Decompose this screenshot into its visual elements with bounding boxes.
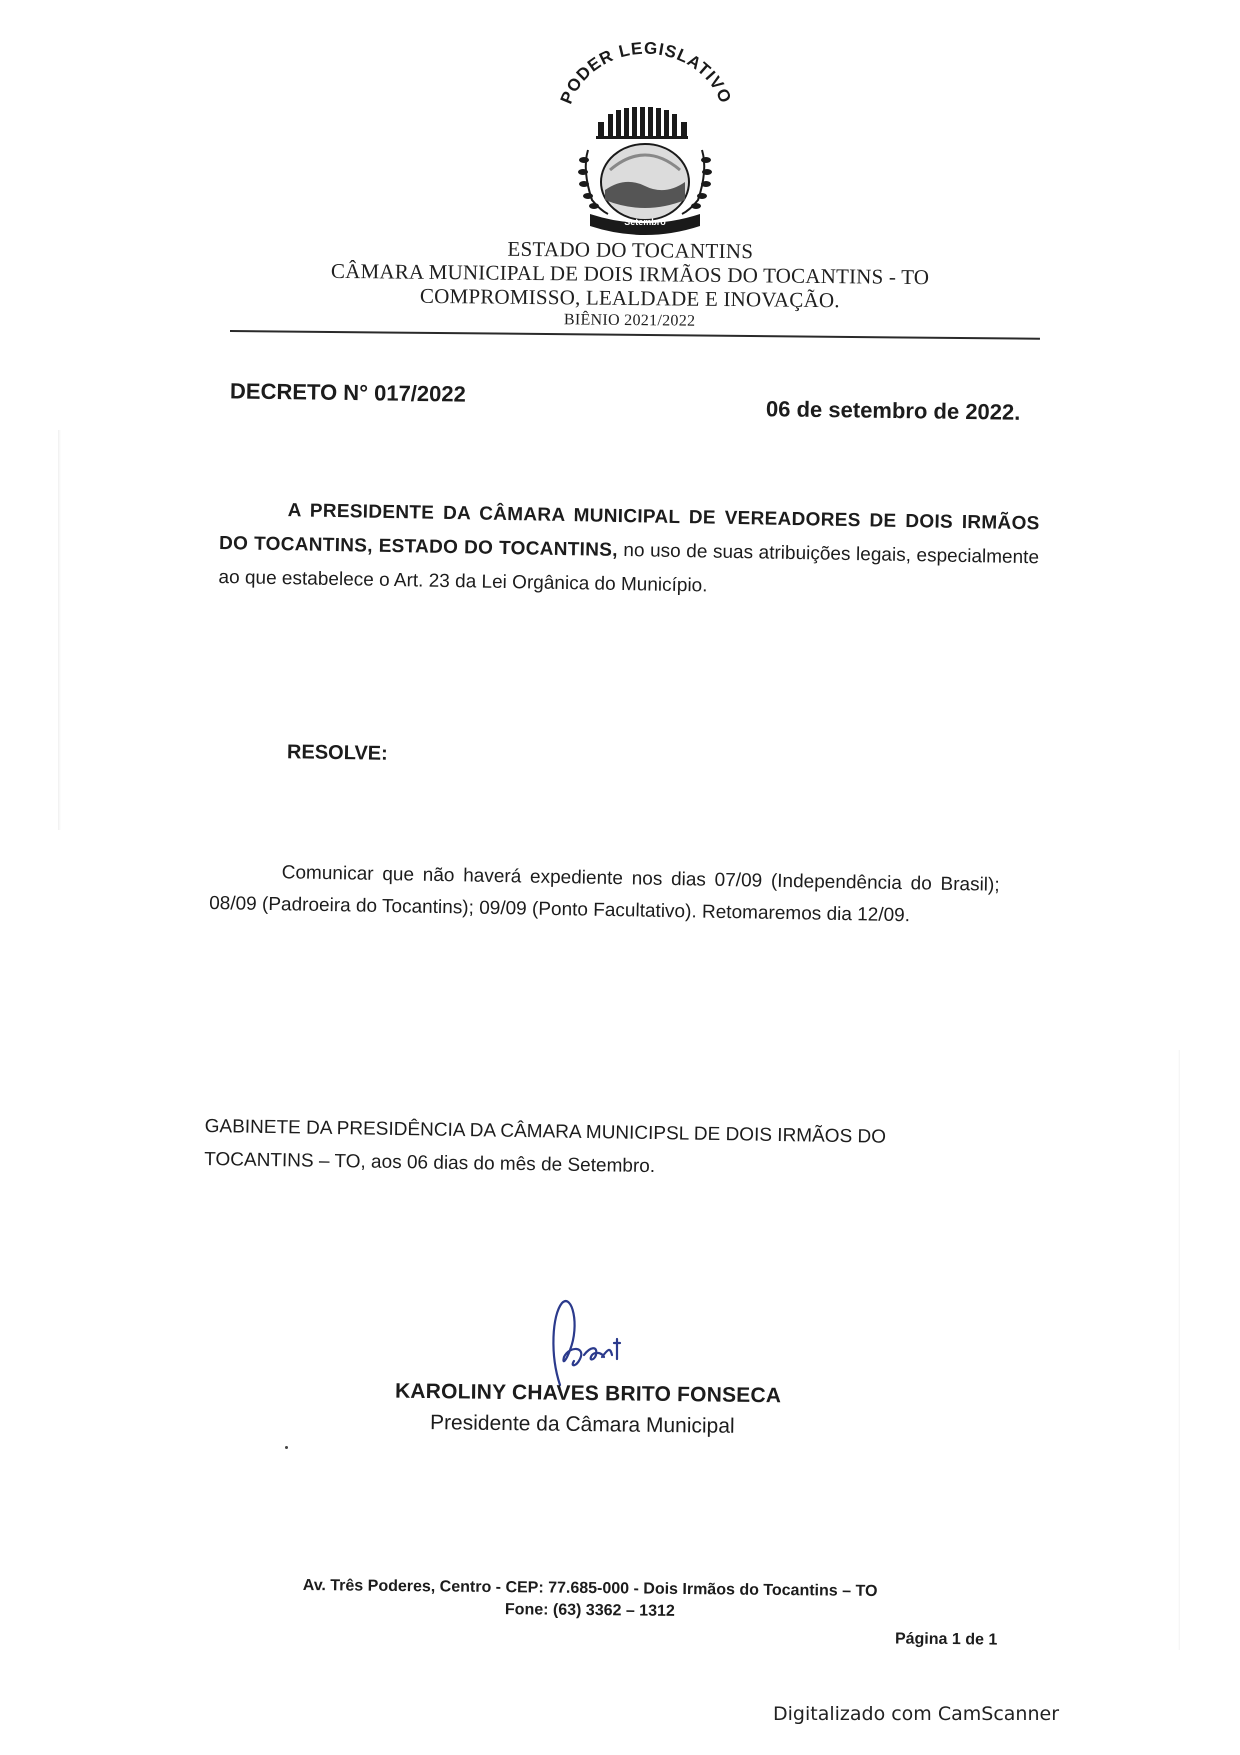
footer-address-block — [270, 1575, 910, 1626]
decree-date: 06 de setembro de 2022. — [765, 396, 1021, 425]
communication-paragraph — [209, 856, 1000, 934]
document-header — [220, 234, 1041, 337]
bienio-label: BIÊNIO 2021/2022 — [563, 311, 696, 330]
page-edge-shadow — [58, 430, 61, 830]
decree-number: DECRETO N° 017/2022 — [229, 378, 467, 407]
preamble-paragraph — [218, 493, 1040, 609]
signer-name: KAROLINY CHAVES BRITO FONSECA — [394, 1379, 782, 1408]
footer-phone: Fone: (63) 3362 – 1312 — [504, 1601, 675, 1620]
communication-text: Comunicar que não haverá expediente nos dias 07/09 (Independência do Brasil); 08/09 (Padroeira do Tocantins); 09/09 (Ponto Facultativo). Retomaremos dia 12/09. — [208, 862, 1000, 927]
chamber-motto: COMPROMISSO, LEALDADE E INOVAÇÃO. — [419, 283, 840, 313]
page-edge-shadow-right — [1178, 1050, 1180, 1650]
footer-address: Av. Três Poderes, Centro - CEP: 77.685-000 - Dois Irmãos do Tocantins – TO — [302, 1576, 878, 1601]
closing-paragraph: GABINETE DA PRESIDÊNCIA DA CÂMARA MUNICIPSL DE DOIS IRMÃOS DO TOCANTINS – TO, aos 06 dias do mês de Setembro. — [204, 1115, 887, 1178]
chamber-name: CÂMARA MUNICIPAL DE DOIS IRMÃOS DO TOCANTINS - TO — [330, 258, 930, 290]
scanner-watermark: Digitalizado com CamScanner — [773, 1703, 1060, 1725]
signer-role: Presidente da Câmara Municipal — [429, 1411, 735, 1438]
resolve-heading: RESOLVE: — [286, 741, 388, 765]
legislative-emblem-icon — [550, 30, 740, 240]
scan-speck — [285, 1446, 288, 1449]
state-name: ESTADO DO TOCANTINS — [507, 236, 754, 264]
preamble-text: no uso de suas atribuições legais, especialmente ao que estabelece o Art. 23 da Lei Orgânica do Município. — [218, 539, 1040, 597]
svg-text:Setembro: Setembro — [624, 217, 666, 227]
handwritten-signature-icon — [540, 1295, 650, 1395]
preamble-authority: A PRESIDENTE DA CÂMARA MUNICIPAL DE VEREADORES DE DOIS IRMÃOS DO TOCANTINS, ESTADO DO TOCANTINS, — [218, 500, 1040, 561]
svg-text:PODER LEGISLATIVO: PODER LEGISLATIVO — [556, 38, 736, 107]
page-number: Página 1 de 1 — [894, 1630, 998, 1649]
